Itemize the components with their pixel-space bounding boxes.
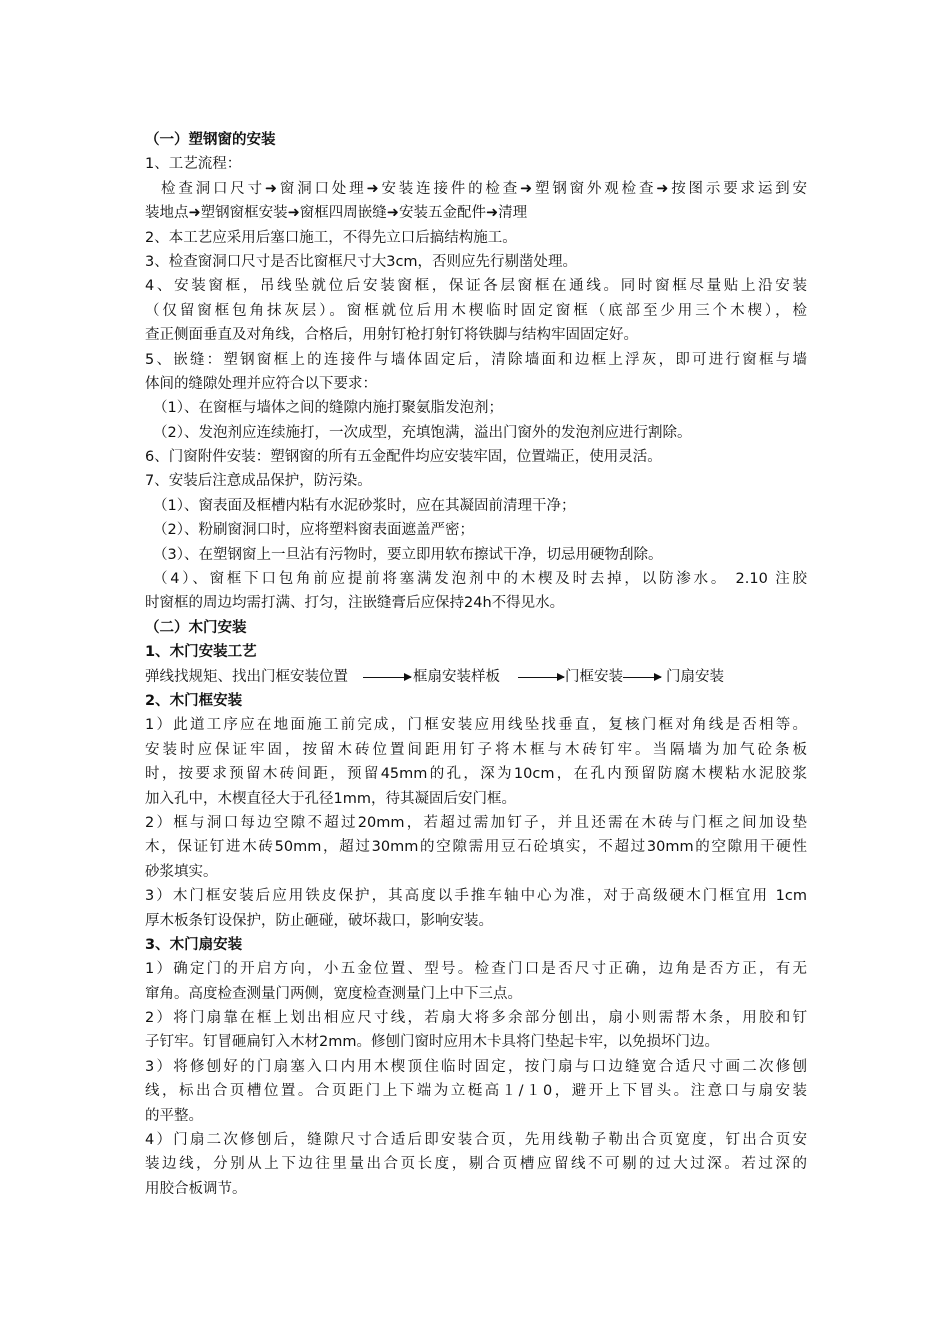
flow-step: 框扇安装样板 [413,668,500,685]
paragraph-line: 窜角。高度检查测量门两侧，宽度检查测量门上中下三点。 [145,985,522,1002]
list-item: （3）、在塑钢窗上一旦沾有污物时，要立即用软布擦试干净，切忌用硬物刮除。 [153,546,663,563]
paragraph-line: 4、安装窗框，吊线坠就位后安装窗框，保证各层窗框在通线。同时窗框尽量贴上沿安装 [145,278,807,295]
paragraph-line: 的平整。 [145,1107,203,1124]
arrow-icon [363,677,411,678]
paragraph-line: 6、门窗附件安装：塑钢窗的所有五金配件均应安装牢固，位置端正，使用灵活。 [145,449,662,466]
arrow-icon [518,677,564,678]
list-item: （2）、发泡剂应连续施打，一次成型，充填饱满，溢出门窗外的发泡剂应进行割除。 [153,424,692,441]
arrow-icon [623,677,661,678]
paragraph-line: 体间的缝隙处理并应符合以下要求： [145,375,377,392]
paragraph-line: 2）将门扇靠在框上划出相应尺寸线，若扇大将多余部分刨出，扇小则需帮木条，用胶和钉 [145,1010,807,1027]
paragraph-line: 时，按要求预留木砖间距，预留45mm的孔，深为10cm，在孔内预留防腐木楔粘水泥胶浆 [145,766,807,783]
paragraph-line: 安装时应保证牢固，按留木砖位置间距用钉子将木框与木砖钉牢。当隔墙为加气砼条板 [145,741,807,758]
paragraph-line: 厚木板条钉设保护，防止砸碰，破坏裁口，影响安装。 [145,912,493,929]
paragraph-line: 检查洞口尺寸➜窗洞口处理➜安装连接件的检查➜塑钢窗外观检查➜按图示要求运到安 [161,180,807,197]
paragraph-line: 1）此道工序应在地面施工前完成，门框安装应用线坠找垂直，复核门框对角线是否相等。 [145,717,807,734]
paragraph-line: 装边线，分别从上下边往里量出合页长度，剔合页槽应留线不可剔的过大过深。若过深的 [145,1156,807,1173]
list-item: （4）、窗框下口包角前应提前将塞满发泡剂中的木楔及时去掉，以防渗水。 2.10 注胶 [153,571,807,588]
subsection-title: 3、木门扇安装 [145,936,243,953]
paragraph-line: 木，保证钉进木砖50mm，超过30mm的空隙需用豆石砼填实，不超过30mm的空隙用干硬性 [145,839,807,856]
section-title-plastic-steel-window: （一）塑钢窗的安装 [145,132,276,148]
document-page [145,128,807,1201]
paragraph-line: 1）确定门的开启方向，小五金位置、型号。检查门口是否尺寸正确，边角是否方正，有无 [145,961,807,978]
paragraph-line: 子钉牢。钉冒砸扁钉入木材2mm。修刨门窗时应用木卡具将门垫起卡牢，以免损坏门边。 [145,1034,719,1051]
list-item: （1）、在窗框与墙体之间的缝隙内施打聚氨脂发泡剂； [153,400,503,417]
list-item: （1）、窗表面及框槽内粘有水泥砂浆时，应在其凝固前清理干净； [153,497,576,514]
paragraph-line: 砂浆填实。 [145,863,218,880]
paragraph-line: 2、本工艺应采用后塞口施工，不得先立口后搞结构施工。 [145,229,517,246]
paragraph-line: 线，标出合页槽位置。合页距门上下端为立梃高１/１0，避开上下冒头。注意口与扇安装 [145,1083,807,1100]
paragraph-line: 装地点➜塑钢窗框安装➜窗框四周嵌缝➜安装五金配件➜清理 [145,205,528,222]
paragraph-line: 3）木门框安装后应用铁皮保护，其高度以手推车轴中心为准，对于高级硬木门框宜用 1cm [145,888,807,905]
paragraph-line: 7、安装后注意成品保护，防污染。 [145,473,372,490]
paragraph-line: 2）框与洞口每边空隙不超过20mm，若超过需加钉子，并且还需在木砖与门框之间加设垫 [145,814,807,831]
paragraph-line: 加入孔中，木楔直径大于孔径1mm，待其凝固后安门框。 [145,790,516,807]
flow-step: 门扇安装 [666,668,724,685]
paragraph-line: （仅留窗框包角抹灰层）。窗框就位后用木楔临时固定窗框（底部至少用三个木楔），检 [145,302,807,319]
paragraph-line: 1、工艺流程： [145,156,242,173]
list-item: （2）、粉刷窗洞口时，应将塑料窗表面遮盖严密； [153,522,474,539]
paragraph-line: 3、检查窗洞口尺寸是否比窗框尺寸大3cm，否则应先行剔凿处理。 [145,253,578,270]
process-flow [145,665,807,689]
paragraph-line: 查正侧面垂直及对角线，合格后，用射钉枪打射钉将铁脚与结构牢固固定好。 [145,327,638,344]
subsection-title: 1、木门安装工艺 [145,644,257,661]
paragraph-line: 3）将修刨好的门扇塞入口内用木楔顶住临时固定，按门扇与口边缝宽合适尺寸画二次修刨 [145,1058,807,1075]
paragraph-line: 时窗框的周边均需打满、打匀，注嵌缝膏后应保持24h不得见水。 [145,595,565,612]
flow-step: 弹线找规矩、找出门框安装位置 [145,668,348,685]
section-title-wooden-door: （二）木门安装 [145,619,247,636]
subsection-title: 2、木门框安装 [145,692,243,709]
paragraph-line: 用胶合板调节。 [145,1180,247,1197]
paragraph-line: 4）门扇二次修刨后，缝隙尺寸合适后即安装合页，先用线勒子勒出合页宽度，钉出合页安 [145,1132,807,1149]
flow-step: 门框安装 [565,668,623,685]
paragraph-line: 5、嵌缝：塑钢窗框上的连接件与墙体固定后，清除墙面和边框上浮灰，即可进行窗框与墙 [145,351,807,368]
